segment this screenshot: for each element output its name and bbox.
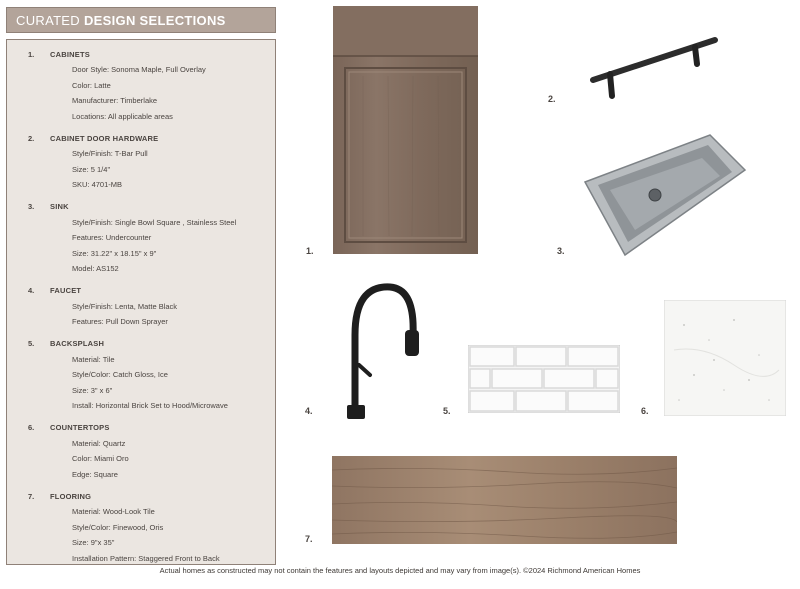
detail-line: SKU: 4701-MB: [72, 180, 123, 189]
detail-line: Material: Wood-Look Tile: [72, 507, 155, 516]
detail-line: Material: Quartz: [72, 438, 126, 448]
section-title: BACKSPLASH: [50, 339, 105, 348]
section-title: CABINETS: [50, 49, 90, 59]
footer-disclaimer: Actual homes as constructed may not contain the features and layouts depicted and may vary from image(s). ©2024 Richmond American Homes: [159, 566, 641, 575]
detail-line: Style/Finish: Lenta, Matte Black: [72, 301, 178, 311]
detail-line: Install: Horizontal Brick Set to Hood/Microwave: [72, 401, 228, 410]
sink-image: [580, 130, 750, 260]
detail-line: Size: 3" x 6": [72, 385, 113, 395]
section-countertops: [7, 420, 275, 483]
detail-line: Locations: All applicable areas: [72, 111, 173, 121]
image-label-2: 2.: [548, 94, 556, 104]
section-backsplash: [7, 336, 275, 414]
detail-line: Model: AS152: [72, 264, 119, 273]
page-title-bar: [6, 7, 276, 33]
detail-line: Door Style: Sonoma Maple, Full Overlay: [72, 65, 206, 74]
detail-line: Style/Finish: T-Bar Pull: [72, 149, 148, 158]
detail-line: Installation Pattern: Staggered Front to Back: [72, 553, 220, 563]
section-number: 3.: [28, 202, 35, 211]
section-title: CABINET DOOR HARDWARE: [50, 133, 159, 143]
image-label-1: 1.: [306, 246, 314, 256]
detail-line: Color: Miami Oro: [72, 454, 129, 463]
cabinet-door-image: [333, 6, 478, 254]
detail-line: Size: 9"x 35": [72, 538, 115, 547]
t-bar-pull-image: [585, 30, 725, 102]
detail-line: Material: Tile: [72, 354, 115, 364]
section-cabinets: [7, 46, 275, 124]
section-number: 2.: [28, 133, 35, 143]
faucet-image: [335, 275, 430, 423]
image-label-4: 4.: [305, 406, 313, 416]
detail-line: Manufacturer: Timberlake: [72, 96, 158, 105]
section-number: 4.: [28, 286, 35, 295]
title-bold: DESIGN SELECTIONS: [83, 12, 226, 28]
title-light: CURATED: [16, 12, 80, 28]
section-sink: [7, 199, 275, 277]
section-number: 6.: [28, 423, 35, 432]
countertop-image: [664, 300, 786, 416]
image-label-5: 5.: [443, 406, 451, 416]
detail-line: Features: Pull Down Sprayer: [72, 317, 168, 326]
section-title: SINK: [50, 202, 69, 211]
detail-line: Style/Color: Catch Gloss, Ice: [72, 370, 168, 379]
image-label-7: 7.: [305, 534, 313, 544]
image-label-6: 6.: [641, 406, 649, 416]
section-number: 7.: [28, 491, 35, 501]
detail-line: Size: 5 1/4": [72, 164, 111, 174]
detail-line: Style/Color: Finewood, Oris: [72, 522, 164, 532]
section-flooring: [7, 488, 275, 566]
section-number: 5.: [28, 339, 35, 348]
spec-list-panel: [6, 39, 276, 565]
section-title: FLOORING: [50, 491, 92, 501]
detail-line: Color: Latte: [72, 80, 111, 90]
section-faucet: [7, 283, 275, 330]
flooring-image: [332, 456, 677, 544]
section-number: 1.: [28, 49, 35, 59]
section-cabinet-door-hardware: [7, 130, 275, 193]
section-title: COUNTERTOPS: [50, 423, 110, 432]
detail-line: Features: Undercounter: [72, 233, 152, 242]
section-title: FAUCET: [50, 286, 82, 295]
backsplash-tile-image: [468, 345, 620, 413]
image-label-3: 3.: [557, 246, 565, 256]
detail-line: Style/Finish: Single Bowl Square , Stainless Steel: [72, 217, 237, 227]
detail-line: Size: 31.22" x 18.15" x 9": [72, 248, 157, 258]
detail-line: Edge: Square: [72, 469, 118, 479]
